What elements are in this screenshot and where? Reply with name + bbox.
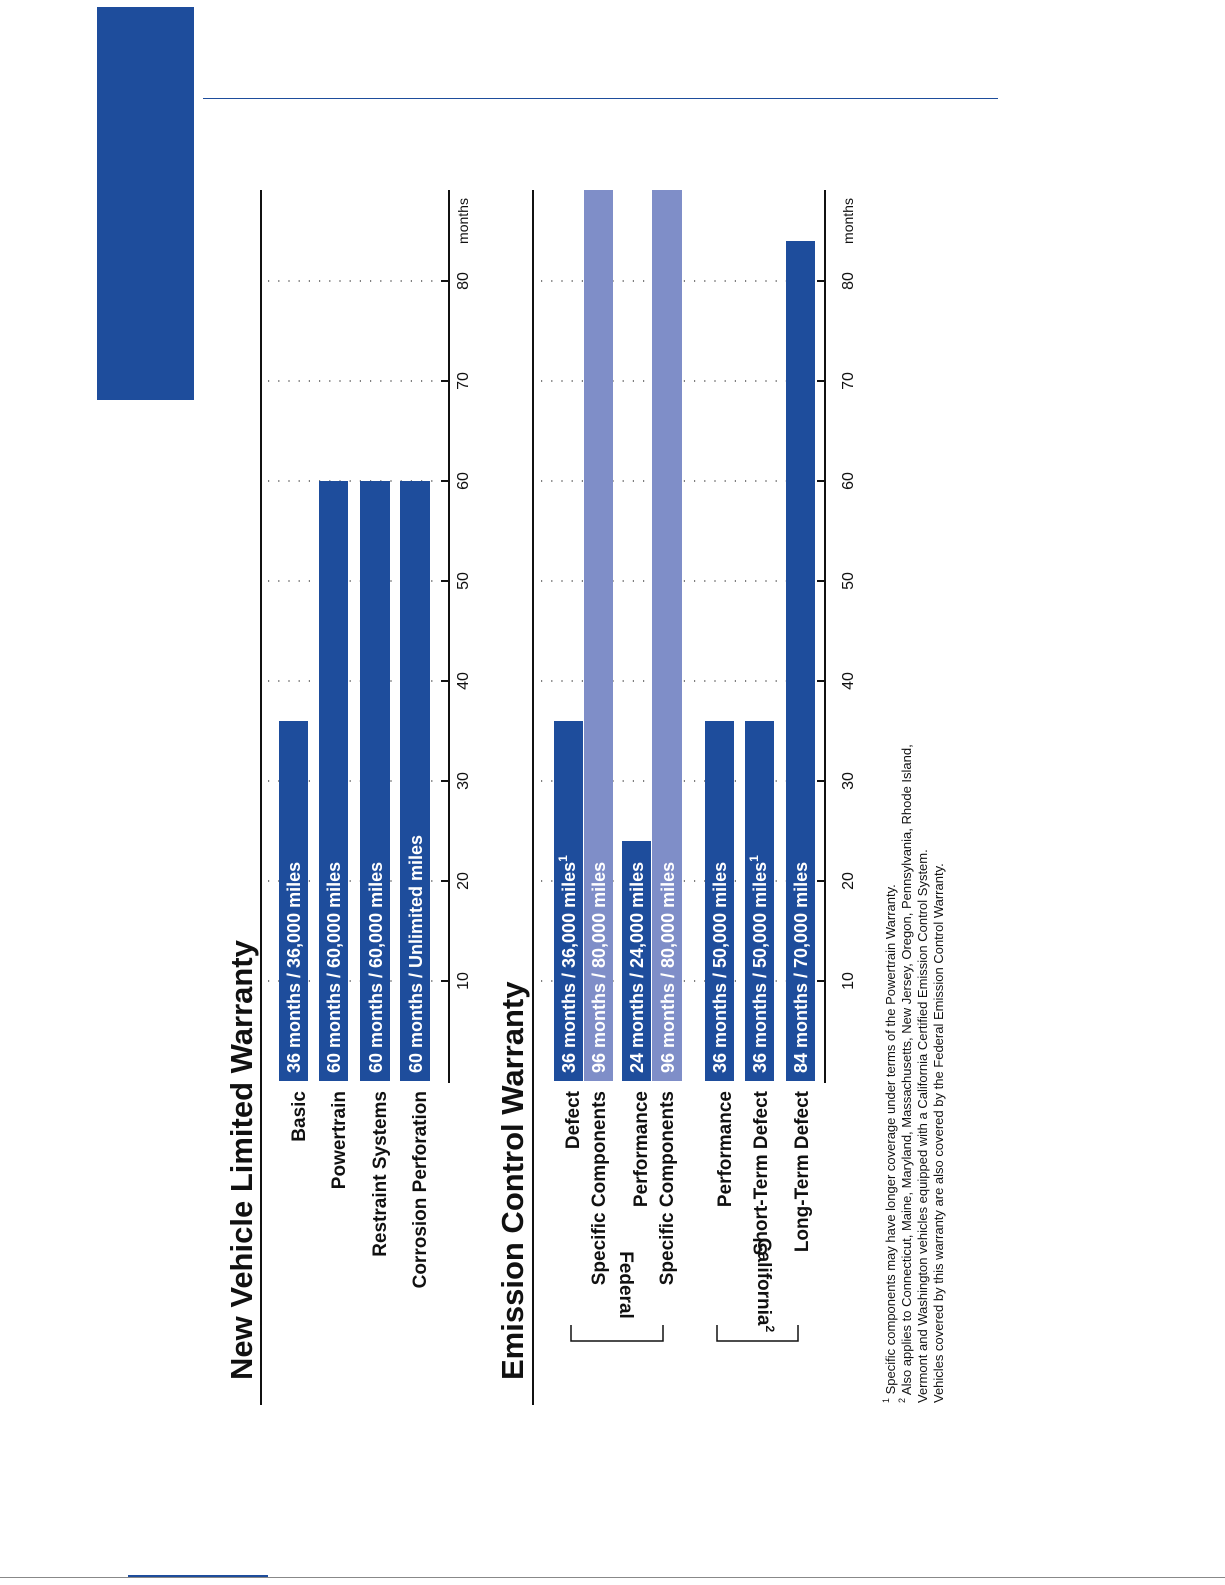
category-label: Specific Components bbox=[589, 1091, 610, 1286]
bar-label: 96 months / 80,000 miles bbox=[658, 861, 678, 1073]
tick-label: 80 bbox=[840, 272, 857, 290]
bar-label: 84 months / 70,000 miles bbox=[791, 861, 811, 1073]
bar-label: 60 months / 60,000 miles bbox=[324, 861, 344, 1073]
tick-label: 70 bbox=[840, 372, 857, 390]
group-label: Federal bbox=[615, 1251, 636, 1319]
tick-label: 20 bbox=[455, 872, 472, 890]
chart-title: Emission Control Warranty bbox=[495, 981, 530, 1380]
tick-label: 30 bbox=[455, 772, 472, 790]
tick-label: 50 bbox=[840, 572, 857, 590]
tick-label: 60 bbox=[455, 472, 472, 490]
bar-label: 96 months / 80,000 miles bbox=[589, 861, 609, 1073]
category-label: Defect bbox=[563, 1091, 584, 1150]
footnote-line: Vehicles covered by this warranty are also covered by the Federal Emission Control Warranty. bbox=[931, 863, 946, 1403]
tick-label: 10 bbox=[840, 972, 857, 990]
bar-label: 60 months / 60,000 miles bbox=[366, 861, 386, 1073]
category-label: Restraint Systems bbox=[370, 1091, 391, 1257]
footnote-line: $^1$ Specific components may have longer coverage under terms of the Powertrain Warranty. bbox=[881, 884, 898, 1403]
bar-label: 36 months / 50,000 miles bbox=[710, 861, 730, 1073]
tick-label: 40 bbox=[840, 672, 857, 690]
tick-label: 70 bbox=[455, 372, 472, 390]
bar-label: 36 months / 50,000 miles$^1$ bbox=[747, 855, 770, 1073]
category-label: Performance bbox=[631, 1091, 652, 1208]
axis-unit-label: months bbox=[455, 198, 471, 244]
tick-label: 60 bbox=[840, 472, 857, 490]
bar-label: 36 months / 36,000 miles bbox=[284, 861, 304, 1073]
group-bracket bbox=[571, 1325, 663, 1341]
tick-label: 20 bbox=[840, 872, 857, 890]
tick-label: 40 bbox=[455, 672, 472, 690]
category-label: Corrosion Perforation bbox=[410, 1091, 431, 1289]
tick-label: 10 bbox=[455, 972, 472, 990]
bar-label: 24 months / 24,000 miles bbox=[627, 861, 647, 1073]
category-label: Long-Term Defect bbox=[792, 1091, 813, 1253]
category-label: Performance bbox=[715, 1091, 736, 1208]
bar-label: 60 months / Unlimited miles bbox=[406, 834, 426, 1073]
tick-label: 30 bbox=[840, 772, 857, 790]
footnote-line: Vermont and Washington vehicles equipped with a California Certified Emission Control System. bbox=[915, 849, 930, 1403]
category-label: Specific Components bbox=[657, 1091, 678, 1286]
group-label: California$^2$ bbox=[753, 1237, 777, 1333]
tick-label: 50 bbox=[455, 572, 472, 590]
bar-label: 36 months / 36,000 miles$^1$ bbox=[556, 855, 579, 1073]
category-label: Powertrain bbox=[329, 1091, 350, 1190]
category-label: Basic bbox=[289, 1091, 310, 1142]
category-label: Short-Term Defect bbox=[751, 1091, 772, 1256]
chart-title: New Vehicle Limited Warranty bbox=[224, 940, 259, 1380]
axis-unit-label: months bbox=[840, 198, 856, 244]
group-bracket bbox=[717, 1325, 798, 1341]
footnote-line: $^2$ Also applies to Connecticut, Maine, Maryland, Massachusetts, New Jersey, Oregon, Pennsylvania, Rhode Island, bbox=[897, 744, 914, 1403]
tick-label: 80 bbox=[455, 272, 472, 290]
